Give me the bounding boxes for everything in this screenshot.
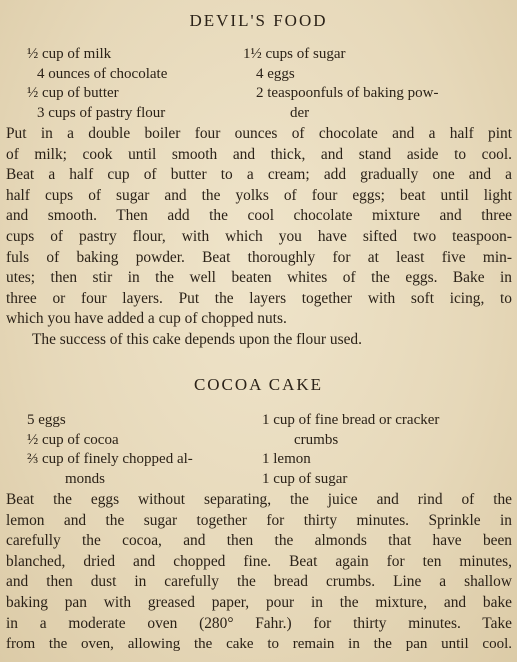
method-line: in a moderate oven (280° Fahr.) for thirty minutes. Take	[6, 614, 512, 632]
method-line: lemon and the sugar together for thirty minutes. Sprinkle in	[6, 511, 512, 529]
ingredient-item: 4 ounces of chocolate	[37, 65, 168, 82]
devils-food-ingredients-right	[243, 45, 438, 123]
ingredient-item: der	[290, 104, 310, 121]
method-line: and then dust in carefully the bread crumbs. Line a shallow	[6, 573, 512, 591]
recipe-title-devils-food: DEVIL'S FOOD	[189, 11, 328, 30]
method-line: which you have added a cup of chopped nuts.	[6, 310, 287, 328]
ingredient-item: ½ cup of butter	[27, 85, 119, 101]
method-line: three or four layers. Put the layers together with soft icing, to	[6, 289, 512, 307]
ingredient-item: 1½ cups of sugar	[243, 46, 346, 62]
method-line: baking pan with greased paper, pour in the mixture, and bake	[6, 593, 512, 611]
ingredient-item: 5 eggs	[27, 412, 66, 428]
method-line: Beat the eggs without separating, the juice and rind of the	[6, 491, 512, 508]
ingredient-item: 4 eggs	[256, 65, 295, 82]
method-line: fuls of baking powder. Beat thoroughly for at least five min-	[6, 248, 512, 266]
ingredient-item: 1 cup of fine bread or cracker	[262, 412, 440, 428]
method-line: cups of pastry flour, with which you have sifted two teaspoon-	[6, 227, 512, 245]
cocoa-cake-method	[6, 490, 512, 655]
method-line: and smooth. Then add the cool chocolate mixture and three	[6, 207, 512, 225]
recipe-note: The success of this cake depends upon the flour used.	[32, 330, 362, 348]
ingredient-item: 1 lemon	[262, 451, 311, 467]
devils-food-ingredients-left	[27, 45, 167, 123]
method-line: utes; then stir in the well beaten whites of the eggs. Bake in	[6, 269, 512, 287]
method-line: from the oven, allowing the cake to remain in the pan until cool.	[6, 636, 512, 653]
method-line: half cups of sugar and the yolks of four eggs; beat until light	[6, 186, 512, 204]
cocoa-cake-ingredients-left	[17, 411, 193, 489]
method-line: carefully the cocoa, and then the almonds that have been	[6, 532, 512, 550]
ingredient-item: monds	[65, 470, 106, 487]
ingredient-item: ½ cup of milk	[27, 46, 112, 62]
ingredient-item: ⅔ cup of finely chopped al-	[27, 451, 193, 467]
ingredient-item: crumbs	[294, 431, 339, 448]
method-line: of milk; cook until smooth and thick, and stand aside to cool.	[6, 145, 512, 163]
method-line: Put in a double boiler four ounces of chocolate and a half pint	[6, 125, 512, 142]
method-line: blanched, dried and chopped fine. Beat again for ten minutes,	[6, 552, 512, 570]
ingredient-item: 1 cup of sugar	[262, 470, 348, 487]
ingredient-item: 3 cups of pastry flour	[37, 104, 166, 121]
ingredient-item: 2 teaspoonfuls of baking pow-	[256, 85, 439, 101]
devils-food-method	[6, 124, 512, 351]
cocoa-cake-ingredients-right	[262, 411, 439, 489]
recipe-title-cocoa-cake: COCOA CAKE	[193, 375, 324, 394]
ingredient-item: ½ cup of cocoa	[27, 431, 119, 448]
method-line: Beat a half cup of butter to a cream; add gradually one and a	[6, 166, 512, 184]
